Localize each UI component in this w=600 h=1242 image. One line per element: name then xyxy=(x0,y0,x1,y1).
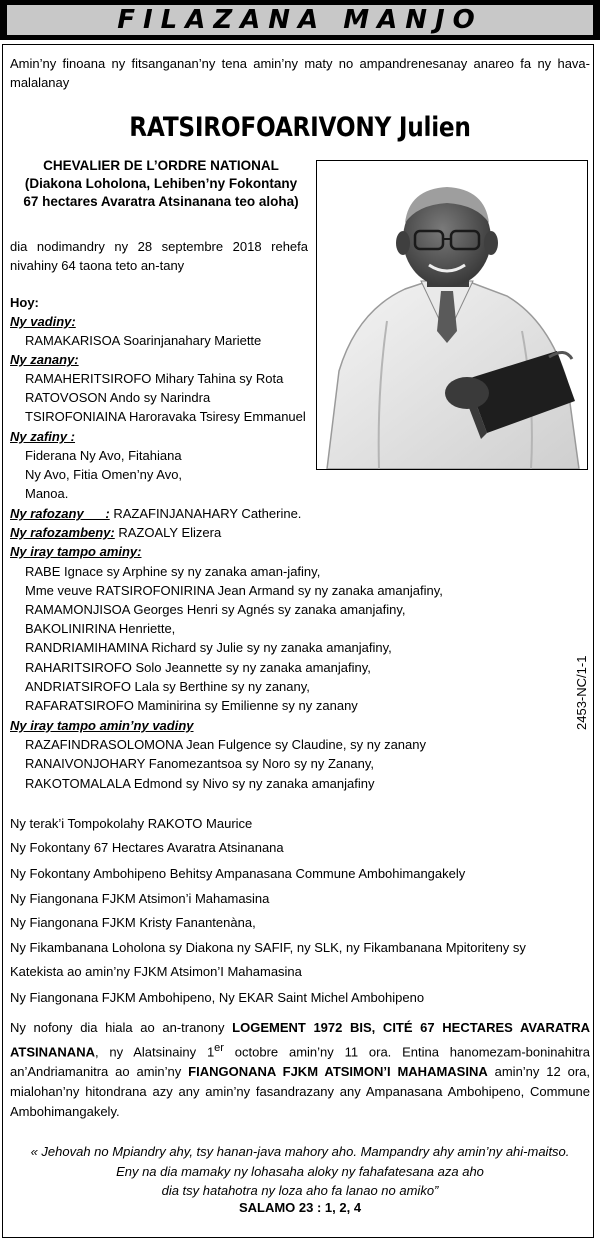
rafozambeny-label: Ny rafozambeny: xyxy=(10,525,115,540)
rafozany-row xyxy=(10,506,301,522)
reference-code: 2453-NC/1-1 xyxy=(574,655,589,730)
rafozambeny-value: RAZOALY Elizera xyxy=(118,525,222,540)
intro-text: Amin’ny finoana ny fitsanganan’ny tena amin’ny maty no ampandrenesanay anareo fa ny hava-malalanay xyxy=(10,56,590,90)
list-item: RANAIVONJOHARY Fanomezantsoa sy Noro sy ny Zanany, xyxy=(25,756,374,771)
list-item: RAFARATSIROFO Maminirina sy Emilienne sy ny zanany xyxy=(25,698,358,713)
rafozany-value: RAZAFINJANAHARY Catherine. xyxy=(113,506,302,521)
others-line: Ny Fiangonana FJKM Atsimon’i Mahamasina xyxy=(10,891,270,906)
list-item: Mme veuve RATSIROFONIRINA Jean Armand sy ny zanaka amanjafiny, xyxy=(25,583,443,598)
list-item: TSIROFONIAINA Haroravaka Tsiresy Emmanuel xyxy=(25,409,306,424)
others-line: Katekista ao amin’ny FJKM Atsimon’I Mahamasina xyxy=(10,964,302,979)
portrait-photo xyxy=(316,160,588,470)
vadiny-label: Ny vadiny: xyxy=(10,314,76,329)
funeral-address: LOGEMENT 1972 BIS, CITÉ 67 HECTARES AVARATRA ATSINANANA xyxy=(10,1020,591,1060)
list-item: ANDRIATSIROFO Lala sy Berthine sy ny zanany, xyxy=(25,679,310,694)
honor-title: CHEVALIER DE L’ORDRE NATIONAL xyxy=(43,158,279,173)
roles-line-2: 67 hectares Avaratra Atsinanana teo aloha) xyxy=(23,194,299,209)
others-line: Ny Fokontany 67 Hectares Avaratra Atsinanana xyxy=(10,840,284,855)
list-item: Manoa. xyxy=(25,486,69,501)
list-item: RAZAFINDRASOLOMONA Jean Fulgence sy Claudine, sy ny zanany xyxy=(25,737,426,752)
list-item: BAKOLINIRINA Henriette, xyxy=(25,621,176,636)
list-item: RAKOTOMALALA Edmond sy Nivo sy ny zanaka amanjafiny xyxy=(25,776,375,791)
hoy-label: Hoy: xyxy=(10,295,39,310)
roles-line-1: (Diakona Loholona, Lehiben’ny Fokontany xyxy=(24,176,298,191)
others-line: Ny Fiangonana FJKM Ambohipeno, Ny EKAR Saint Michel Ambohipeno xyxy=(10,990,425,1005)
list-item: RAMAHERITSIROFO Mihary Tahina sy Rota xyxy=(25,371,284,386)
deceased-titles xyxy=(12,157,310,211)
portrait-image xyxy=(317,161,587,469)
list-item: RABE Ignace sy Arphine sy ny zanaka aman-jafiny, xyxy=(25,564,321,579)
header-banner xyxy=(0,0,600,40)
others-line: Ny Fikambanana Loholona sy Diakona ny SAFIF, ny SLK, ny Fikambanana Mpitoriteny sy xyxy=(10,940,526,955)
list-item: RAMAKARISOA Soarinjanahary Mariette xyxy=(25,333,262,348)
zanany-label: Ny zanany: xyxy=(10,352,79,367)
list-item: RANDRIAMIHAMINA Richard sy Julie sy ny zanaka amanjafiny, xyxy=(25,640,392,655)
header-banner-inner xyxy=(7,5,593,35)
funeral-sup: er xyxy=(214,1042,224,1054)
others-line: Ny terak’i Tompokolahy RAKOTO Maurice xyxy=(10,816,253,831)
quote-line-1: « Jehovah no Mpiandry ahy, tsy hanan-java mahory aho. Mampandry ahy amin’ny ahi-maitso. xyxy=(30,1144,570,1159)
funeral-text: Ny nofony dia hiala ao an-tranony xyxy=(10,1020,233,1035)
list-item: Fiderana Ny Avo, Fitahiana xyxy=(25,448,182,463)
funeral-details xyxy=(10,1018,590,1122)
death-announcement: dia nodimandry ny 28 septembre 2018 rehefa nivahiny 64 taona teto an-tany xyxy=(10,239,308,273)
funeral-text: amin’ny 12 ora, mialohan’ny hitondrana azy any amin’ny fasandrazany any Ampanasana Ambohipeno, Commune Ambohimangakely. xyxy=(10,1064,591,1120)
funeral-text: octobre amin’ny 11 ora. Entina hanomezam-boninahitra an’Andriamanitra ao amin’ny xyxy=(10,1044,590,1080)
iray-tampo-vadiny-label: Ny iray tampo amin’ny vadiny xyxy=(10,718,194,733)
list-item: RATOVOSON Ando sy Narindra xyxy=(25,390,211,405)
funeral-church: FIANGONANA FJKM ATSIMON’I MAHAMASINA xyxy=(188,1064,488,1080)
quote-line-2: Eny na dia mamaky ny lohasaha aloky ny fahafatesana aza aho xyxy=(116,1164,484,1179)
quote-reference: SALAMO 23 : 1, 2, 4 xyxy=(238,1200,362,1215)
zafiny-label: Ny zafiny : xyxy=(10,429,76,444)
rafozambeny-row xyxy=(10,525,221,541)
others-line: Ny Fokontany Ambohipeno Behitsy Ampanasana Commune Ambohimangakely xyxy=(10,866,466,881)
quote-line-3: dia tsy hatahotra ny loza aho fa lanao no amiko” xyxy=(161,1183,439,1198)
list-item: Ny Avo, Fitia Omen’ny Avo, xyxy=(25,467,183,482)
page-title: FILAZANA MANJO xyxy=(117,5,483,35)
deceased-name: RATSIROFOARIVONY Julien xyxy=(129,112,471,143)
list-item: RAMAMONJISOA Georges Henri sy Agnés sy zanaka amanjafiny, xyxy=(25,602,406,617)
funeral-text: , ny Alatsinainy 1 xyxy=(94,1044,215,1060)
others-line: Ny Fiangonana FJKM Kristy Fanantenàna, xyxy=(10,915,256,930)
list-item: RAHARITSIROFO Solo Jeannette sy ny zanaka amanjafiny, xyxy=(25,660,371,675)
rafozany-label: Ny rafozany : xyxy=(10,506,110,521)
iray-tampo-label: Ny iray tampo aminy: xyxy=(10,544,142,559)
